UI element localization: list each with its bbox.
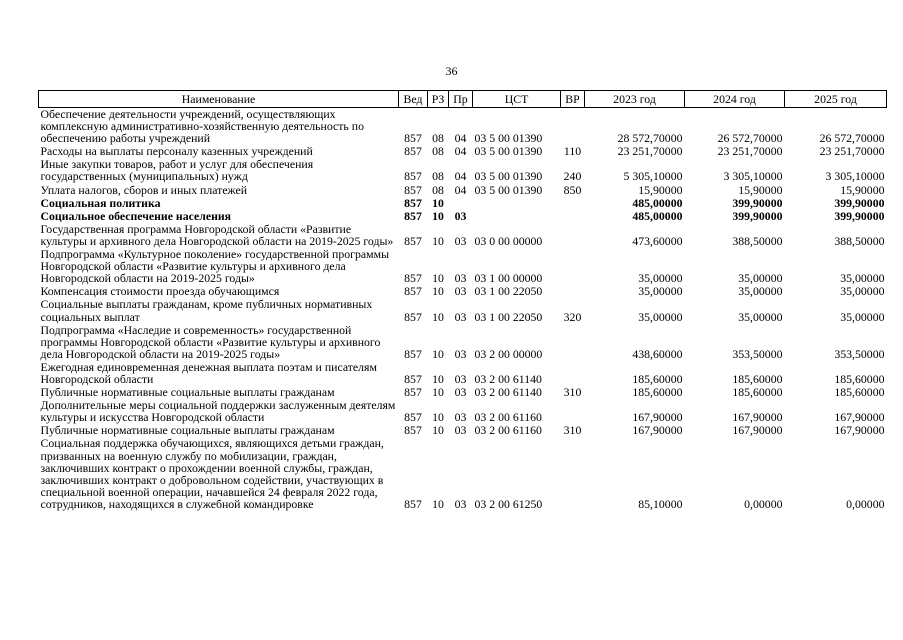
cell-vr: 310 (563, 423, 582, 438)
cell-2024: 15,90000 (738, 182, 783, 197)
cell-rz: 10 (432, 208, 444, 223)
cell-pr: 03 (454, 423, 467, 438)
cell-cst: 03 2 00 61160 (474, 423, 542, 438)
cell-ved: 857 (404, 423, 422, 438)
cell-pr: 03 (454, 346, 467, 361)
cell-2023: 35,00000 (638, 284, 683, 299)
cell-name: Публичные нормативные социальные выплаты гражданам (40, 385, 335, 400)
cell-2023: 35,00000 (638, 309, 683, 324)
cell-ved: 857 (404, 233, 422, 248)
cell-2025: 185,60000 (834, 371, 885, 386)
budget-table (38, 90, 887, 511)
cell-2025: 399,90000 (834, 195, 885, 210)
cell-2024: 3 305,10000 (723, 169, 783, 184)
cell-2025: 35,00000 (840, 271, 885, 286)
header-2025: 2025 год (785, 91, 887, 108)
cell-name: Обеспечение деятельности учреждений, осуществляющих комплексную административно-хозяйственную деятельность по обеспечению работы учреждений (40, 107, 364, 146)
cell-2023: 23 251,70000 (617, 144, 683, 159)
cell-2023: 15,90000 (638, 182, 683, 197)
cell-pr: 04 (454, 182, 467, 197)
cell-rz: 10 (432, 346, 444, 361)
cell-cst: 03 5 00 01390 (474, 131, 543, 146)
cell-rz: 10 (432, 195, 444, 210)
cell-2025: 167,90000 (834, 423, 885, 438)
header-rz: РЗ (428, 91, 449, 108)
cell-cst: 03 1 00 22050 (474, 284, 543, 299)
cell-name: Подпрограмма «Наследие и современность» государственной программы Новгородской области «Развитие культуры и архивного дела Новгородской области на 2019-2025 годы» (40, 322, 381, 361)
cell-vr (561, 285, 585, 298)
cell-2025: 388,50000 (834, 233, 885, 248)
cell-2024: 26 572,70000 (717, 131, 783, 146)
cell-name: Расходы на выплаты персоналу казенных учреждений (40, 144, 313, 159)
cell-ved: 857 (404, 346, 422, 361)
cell-vr: 310 (563, 385, 582, 400)
cell-pr: 03 (454, 271, 467, 286)
page-number: 36 (445, 64, 458, 78)
cell-name: Уплата налогов, сборов и иных платежей (40, 182, 248, 197)
cell-pr: 03 (454, 496, 467, 511)
cell-2025: 0,00000 (846, 496, 885, 511)
cell-2023: 473,60000 (632, 233, 683, 248)
cell-pr (449, 197, 473, 210)
cell-vr (561, 324, 585, 361)
cell-vr: 240 (563, 169, 582, 184)
cell-ved: 857 (404, 496, 422, 511)
cell-name: Публичные нормативные социальные выплаты гражданам (40, 423, 335, 438)
cell-vr (561, 197, 585, 210)
table-body (39, 108, 887, 512)
cell-2023: 28 572,70000 (617, 131, 683, 146)
table-row (39, 248, 887, 285)
cell-ved: 857 (404, 208, 422, 223)
cell-name: Социальная политика (40, 195, 161, 210)
cell-2024: 353,50000 (732, 346, 783, 361)
table-row (39, 184, 887, 197)
cell-rz: 10 (432, 371, 444, 386)
header-cst: ЦСТ (473, 91, 561, 108)
cell-name: Социальная поддержка обучающихся, являющихся детьми граждан, призванных на военную службу по мобилизации, граждан, заключивших контракт о прохождении военной службы, граждан, заключивших контракт о добровольном содействии, участвующих в специальной военной операции, начавшейся 24 февраля 2022 года, сотрудников, находящихся в служебной командировке (40, 436, 384, 511)
cell-2023: 85,10000 (638, 496, 683, 511)
cell-vr: 320 (563, 309, 582, 324)
cell-2023: 5 305,10000 (623, 169, 683, 184)
cell-2024: 35,00000 (738, 271, 783, 286)
cell-name: Социальные выплаты гражданам, кроме публичных нормативных социальных выплат (40, 297, 373, 324)
cell-2024: 0,00000 (744, 496, 783, 511)
cell-ved: 857 (404, 385, 422, 400)
cell-rz: 08 (432, 144, 444, 159)
cell-ved: 857 (404, 309, 422, 324)
cell-2023: 185,60000 (632, 385, 683, 400)
cell-ved: 857 (404, 131, 422, 146)
cell-vr (561, 399, 585, 424)
cell-pr: 03 (454, 385, 467, 400)
cell-2023: 185,60000 (632, 371, 683, 386)
cell-name: Иные закупки товаров, работ и услуг для обеспечения государственных (муниципальных) нужд (40, 157, 314, 184)
cell-cst: 03 5 00 01390 (474, 169, 543, 184)
cell-pr: 03 (454, 371, 467, 386)
cell-cst: 03 2 00 61250 (474, 496, 543, 511)
table-row (39, 324, 887, 361)
cell-name: Государственная программа Новгородской области «Развитие культуры и архивного дела Новгородской области на 2019-2025 годы» (40, 221, 394, 248)
cell-ved: 857 (404, 410, 422, 425)
cell-name: Подпрограмма «Культурное поколение» государственной программы Новгородской области «Развитие культуры и архивного дела Новгородской области на 2019-2025 годы» (40, 247, 389, 286)
cell-ved: 857 (404, 271, 422, 286)
cell-vr (561, 210, 585, 223)
header-2023: 2023 год (585, 91, 685, 108)
cell-pr: 03 (454, 208, 467, 223)
cell-rz: 10 (432, 496, 444, 511)
cell-ved: 857 (404, 195, 422, 210)
cell-2024: 185,60000 (732, 385, 783, 400)
cell-vr (561, 248, 585, 285)
table-row (39, 210, 887, 223)
table-row (39, 399, 887, 424)
cell-2024: 185,60000 (732, 371, 783, 386)
cell-ved: 857 (404, 284, 422, 299)
cell-rz: 10 (432, 271, 444, 286)
header-vr: ВР (561, 91, 585, 108)
cell-pr: 04 (454, 169, 467, 184)
cell-2025: 353,50000 (834, 346, 885, 361)
cell-vr: 850 (563, 182, 582, 197)
cell-2023: 167,90000 (632, 423, 683, 438)
cell-rz: 10 (432, 410, 444, 425)
cell-2024: 167,90000 (732, 423, 783, 438)
cell-2025: 185,60000 (834, 385, 885, 400)
cell-vr (561, 437, 585, 511)
cell-cst: 03 0 00 00000 (474, 233, 543, 248)
cell-name: Ежегодная единовременная денежная выплата поэтам и писателям Новгородской области (40, 359, 377, 386)
table-row (39, 223, 887, 248)
cell-2023: 485,00000 (632, 195, 683, 210)
cell-2025: 35,00000 (840, 309, 885, 324)
cell-cst: 03 2 00 61140 (474, 371, 542, 386)
cell-vr (561, 108, 585, 146)
cell-pr: 03 (454, 284, 467, 299)
cell-cst (473, 197, 561, 210)
cell-ved: 857 (404, 371, 422, 386)
table-row (39, 108, 887, 146)
cell-cst: 03 1 00 00000 (474, 271, 543, 286)
cell-rz: 08 (432, 182, 444, 197)
cell-2024: 167,90000 (732, 410, 783, 425)
cell-2023: 438,60000 (632, 346, 683, 361)
cell-2023: 35,00000 (638, 271, 683, 286)
cell-2025: 399,90000 (834, 208, 885, 223)
cell-2025: 3 305,10000 (825, 169, 885, 184)
cell-rz: 08 (432, 169, 444, 184)
table-row (39, 437, 887, 511)
cell-rz: 10 (432, 233, 444, 248)
cell-pr: 03 (454, 309, 467, 324)
cell-cst: 03 5 00 01390 (474, 144, 543, 159)
cell-cst: 03 5 00 01390 (474, 182, 543, 197)
cell-rz: 10 (432, 309, 444, 324)
cell-name: Социальное обеспечение населения (40, 208, 232, 223)
cell-2024: 399,90000 (732, 208, 783, 223)
table-row (39, 361, 887, 386)
cell-pr: 04 (454, 144, 467, 159)
cell-vr (561, 361, 585, 386)
table-header-row (39, 91, 887, 108)
cell-pr: 04 (454, 131, 467, 146)
cell-name: Дополнительные меры социальной поддержки заслуженным деятелям культуры и искусства Новгородской области (40, 398, 396, 425)
cell-2025: 26 572,70000 (819, 131, 885, 146)
cell-pr: 03 (454, 410, 467, 425)
cell-cst (473, 210, 561, 223)
header-ved: Вед (399, 91, 428, 108)
cell-2023: 485,00000 (632, 208, 683, 223)
cell-2025: 23 251,70000 (819, 144, 885, 159)
cell-cst: 03 1 00 22050 (474, 309, 543, 324)
cell-vr (561, 223, 585, 248)
cell-cst: 03 2 00 00000 (474, 346, 543, 361)
cell-pr: 03 (454, 233, 467, 248)
cell-rz: 10 (432, 385, 444, 400)
cell-ved: 857 (404, 169, 422, 184)
table-row (39, 158, 887, 183)
cell-2024: 35,00000 (738, 284, 783, 299)
table-row (39, 197, 887, 210)
cell-rz: 08 (432, 131, 444, 146)
header-name: Наименование (39, 91, 399, 108)
cell-2025: 15,90000 (840, 182, 885, 197)
table-row (39, 298, 887, 323)
cell-2024: 35,00000 (738, 309, 783, 324)
cell-ved: 857 (404, 182, 422, 197)
header-pr: Пр (449, 91, 473, 108)
cell-2025: 167,90000 (834, 410, 885, 425)
cell-2024: 399,90000 (732, 195, 783, 210)
cell-2024: 23 251,70000 (717, 144, 783, 159)
cell-rz: 10 (432, 284, 444, 299)
cell-rz: 10 (432, 423, 444, 438)
cell-ved: 857 (404, 144, 422, 159)
cell-cst: 03 2 00 61160 (474, 410, 542, 425)
cell-2024: 388,50000 (732, 233, 783, 248)
cell-vr: 110 (563, 144, 582, 159)
cell-2025: 35,00000 (840, 284, 885, 299)
header-2024: 2024 год (685, 91, 785, 108)
cell-cst: 03 2 00 61140 (474, 385, 542, 400)
cell-name: Компенсация стоимости проезда обучающимся (40, 284, 280, 299)
cell-2023: 167,90000 (632, 410, 683, 425)
